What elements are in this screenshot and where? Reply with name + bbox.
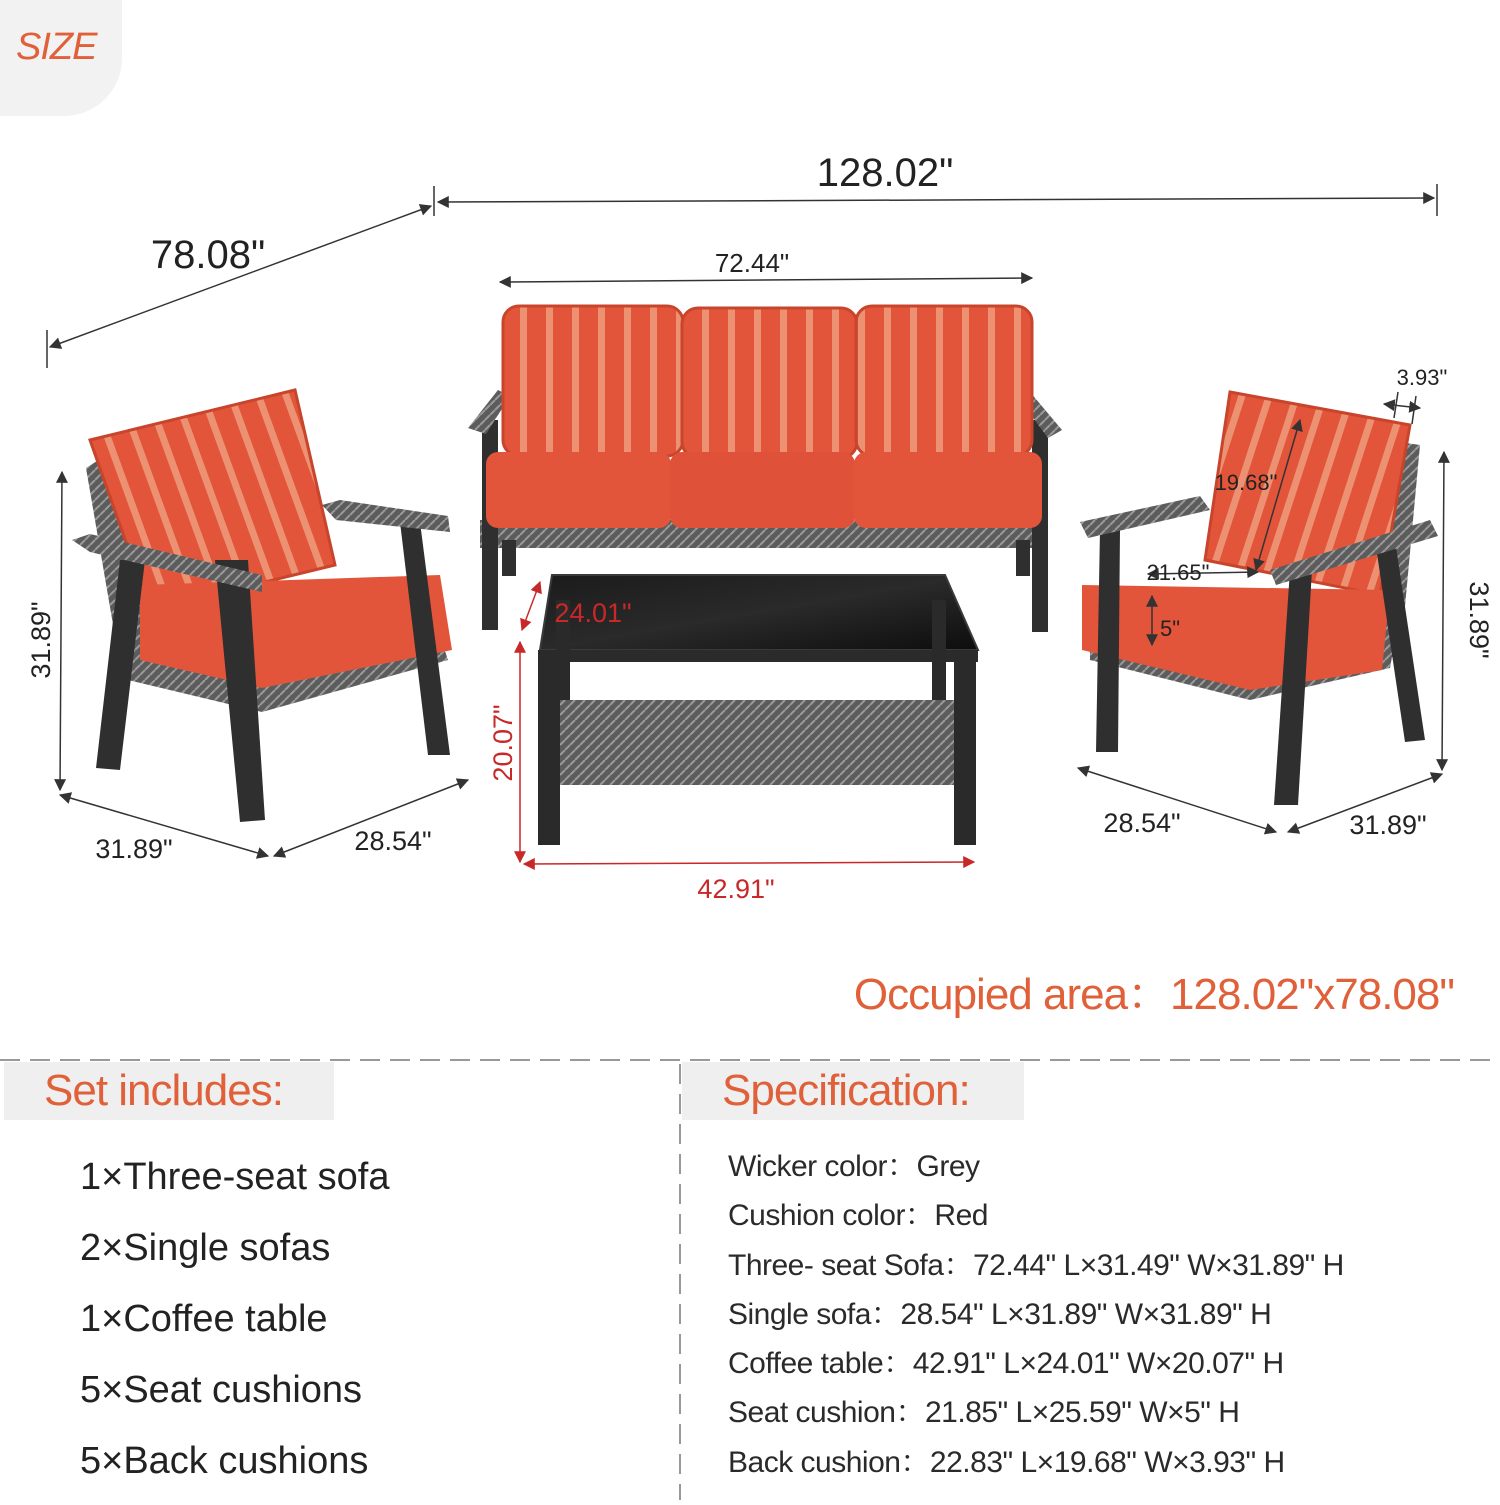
left-chair-height-label: 31.89" — [26, 601, 56, 679]
left-chair-depth-label: 28.54" — [354, 826, 432, 856]
size-label: SIZE — [16, 26, 97, 68]
overall-depth-label: 78.08" — [150, 233, 266, 277]
table-width-label: 24.01" — [554, 598, 632, 628]
spec-item: Coffee table：42.91" L×24.01" W×20.07" H — [728, 1347, 1284, 1381]
spec-item: Single sofa：28.54" L×31.89" W×31.89" H — [728, 1297, 1272, 1331]
set-includes-item: 5×Back cushions — [80, 1440, 369, 1482]
seat-cushion-depth-label: 21.65" — [1146, 560, 1210, 585]
right-chair-depth-label: 28.54" — [1103, 808, 1181, 838]
left-chair-width-label: 31.89" — [95, 834, 173, 864]
specification-list — [728, 1146, 1344, 1491]
set-includes-list — [80, 1150, 389, 1505]
right-chair-height-label: 31.89" — [1464, 581, 1494, 659]
table-height-label: 20.07" — [488, 704, 518, 782]
set-includes-item: 1×Coffee table — [80, 1298, 328, 1340]
spec-item: Wicker color：Grey — [728, 1150, 980, 1183]
set-includes-item: 1×Three-seat sofa — [80, 1156, 390, 1198]
back-cushion-thickness-label: 3.93" — [1396, 365, 1448, 390]
back-cushion-height-label: 19.68" — [1214, 470, 1278, 495]
occupied-area: Occupied area：128.02"x78.08" — [853, 970, 1454, 1019]
set-includes-item: 2×Single sofas — [80, 1227, 331, 1269]
set-includes-item: 5×Seat cushions — [80, 1369, 363, 1411]
seat-cushion-thickness-label: 5" — [1159, 616, 1181, 641]
overall-length-label: 128.02" — [816, 151, 954, 195]
spec-item: Seat cushion：21.85" L×25.59" W×5" H — [728, 1396, 1240, 1430]
specification-header — [682, 1062, 1024, 1120]
right-single-chair — [1080, 392, 1438, 805]
specification-title: Specification: — [722, 1066, 970, 1115]
spec-item: Three- seat Sofa：72.44" L×31.49" W×31.89" H — [728, 1248, 1344, 1282]
sofa-length-label: 72.44" — [714, 248, 790, 278]
table-length-label: 42.91" — [697, 874, 775, 904]
spec-item: Back cushion：22.83" L×19.68" W×3.93" H — [728, 1445, 1285, 1479]
left-single-chair — [72, 390, 452, 822]
set-includes-header — [4, 1062, 334, 1120]
set-includes-title: Set includes: — [44, 1066, 283, 1115]
right-chair-width-label: 31.89" — [1349, 810, 1427, 840]
spec-item: Cushion color：Red — [728, 1199, 988, 1233]
